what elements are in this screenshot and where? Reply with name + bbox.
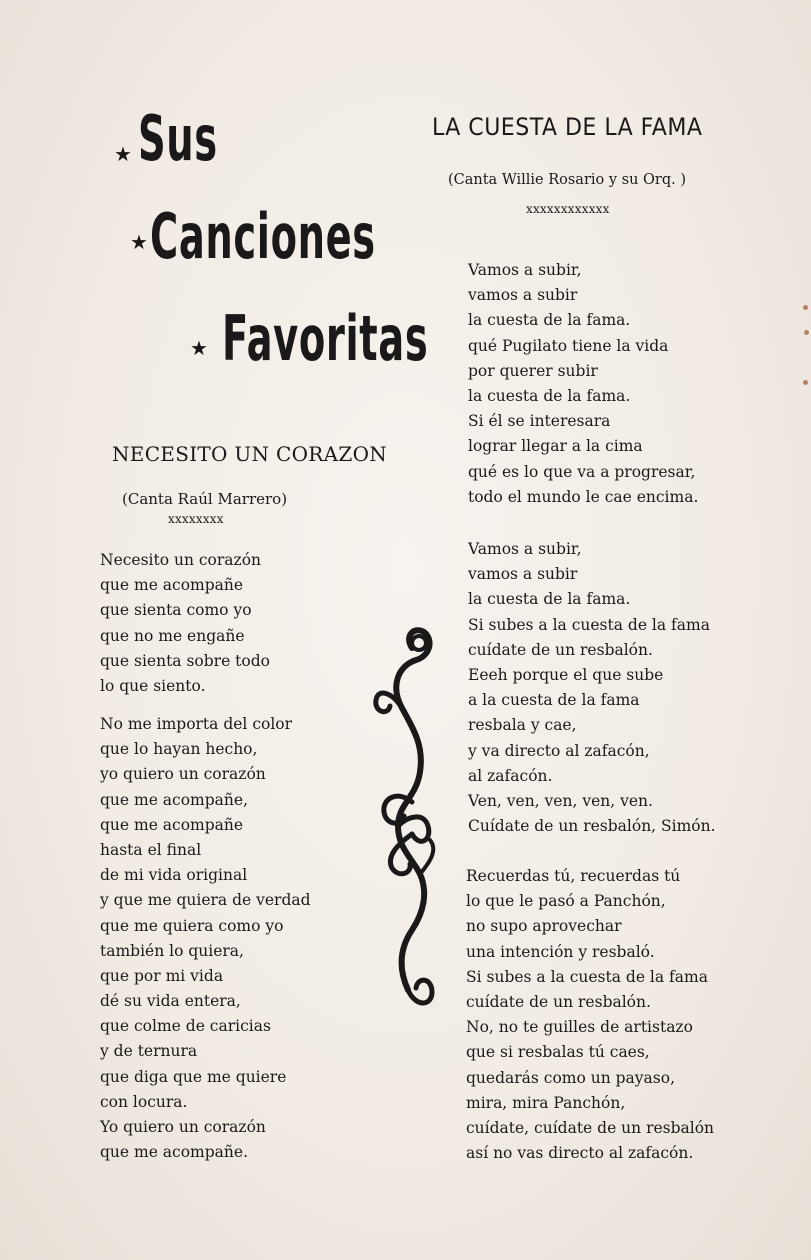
- lyric-line: por querer subir: [468, 361, 598, 380]
- lyric-line: a la cuesta de la fama: [468, 691, 640, 710]
- lyric-line: Yo quiero un corazón: [100, 1118, 266, 1136]
- lyric-line: hasta el final: [100, 840, 202, 859]
- lyric-line: cuídate de un resbalón.: [468, 640, 653, 659]
- stanza-cuesta-1: [468, 258, 698, 510]
- stanza-cuesta-3: [466, 864, 714, 1166]
- lyric-line: que me acompañe.: [100, 1143, 248, 1162]
- lyric-line: con locura.: [100, 1092, 188, 1111]
- lyric-line: quedarás como un payaso,: [466, 1068, 676, 1087]
- lyric-line: Si él se interesara: [468, 412, 611, 431]
- heading-line-canciones: Canciones: [150, 200, 376, 273]
- paper-stain: [804, 330, 809, 335]
- lyric-line: No, no te guilles de artistazo: [466, 1018, 693, 1037]
- lyric-line: que diga que me quiere: [100, 1067, 287, 1086]
- lyric-line: la cuesta de la fama.: [468, 311, 631, 330]
- song-credit-necesito: (Canta Raúl Marrero): [122, 490, 288, 508]
- lyric-line: que sienta como yo: [100, 601, 252, 620]
- lyric-line: vamos a subir: [468, 565, 578, 584]
- lyric-line: mira, mira Panchón,: [466, 1093, 626, 1112]
- lyric-line: Necesito un corazón: [100, 551, 262, 569]
- lyric-line: Ven, ven, ven, ven, ven.: [468, 791, 653, 810]
- lyric-line: qué es lo que va a progresar,: [468, 462, 696, 481]
- lyric-line: lo que le pasó a Panchón,: [466, 892, 666, 911]
- song-divider-cuesta: xxxxxxxxxxxx: [526, 202, 610, 216]
- star-icon: ★: [114, 142, 132, 166]
- scroll-ornament-icon: [368, 612, 448, 1032]
- song-title-cuesta: LA CUESTA DE LA FAMA: [432, 113, 703, 141]
- heading-line-favoritas: Favoritas: [222, 302, 429, 375]
- lyric-line: Vamos a subir,: [468, 261, 582, 279]
- lyric-line: también lo quiera,: [100, 941, 244, 960]
- lyric-line: y de ternura: [100, 1042, 198, 1061]
- lyric-line: Si subes a la cuesta de la fama: [466, 967, 708, 986]
- star-icon: ★: [190, 336, 208, 360]
- lyric-line: que sienta sobre todo: [100, 651, 271, 670]
- lyric-line: la cuesta de la fama.: [468, 590, 631, 609]
- lyric-line: vamos a subir: [468, 286, 578, 305]
- lyric-line: al zafacón.: [468, 766, 553, 785]
- lyric-line: qué Pugilato tiene la vida: [468, 336, 669, 355]
- lyric-line: resbala y cae,: [468, 716, 577, 735]
- lyric-line: que no me engañe: [100, 626, 245, 645]
- lyric-line: que colme de caricias: [100, 1017, 271, 1036]
- lyric-line: Cuídate de un resbalón, Simón.: [468, 817, 716, 836]
- lyric-line: y va directo al zafacón,: [468, 741, 650, 760]
- lyric-line: Si subes a la cuesta de la fama: [468, 615, 710, 634]
- lyric-line: así no vas directo al zafacón.: [466, 1144, 694, 1163]
- lyric-line: que si resbalas tú caes,: [466, 1043, 650, 1062]
- lyric-line: yo quiero un corazón: [100, 765, 266, 784]
- song-divider-necesito: xxxxxxxx: [168, 512, 224, 526]
- song-credit-cuesta: (Canta Willie Rosario y su Orq. ): [448, 172, 687, 188]
- heading-line-sus: Sus: [138, 102, 218, 175]
- lyric-line: que me acompañe: [100, 576, 244, 595]
- lyric-line: y que me quiera de verdad: [100, 891, 311, 910]
- lyric-line: que por mi vida: [100, 966, 224, 985]
- star-icon: ★: [130, 230, 148, 254]
- lyric-line: No me importa del color: [100, 715, 293, 733]
- lyric-line: Eeeh porque el que sube: [468, 665, 664, 684]
- lyric-line: lograr llegar a la cima: [468, 437, 643, 456]
- lyric-line: todo el mundo le cae encima.: [468, 487, 699, 506]
- lyric-line: que me acompañe,: [100, 790, 248, 809]
- lyric-line: no supo aprovechar: [466, 917, 622, 936]
- stanza-cuesta-2: [468, 537, 716, 839]
- lyric-line: que lo hayan hecho,: [100, 740, 258, 759]
- lyric-line: de mi vida original: [100, 866, 248, 885]
- paper-stain: [803, 380, 808, 385]
- paper-stain: [803, 305, 808, 310]
- lyric-line: cuídate de un resbalón.: [466, 992, 651, 1011]
- lyric-line: cuídate, cuídate de un resbalón: [466, 1118, 715, 1137]
- stanza-necesito-1: [100, 548, 270, 699]
- lyric-line: una intención y resbaló.: [466, 942, 655, 961]
- stanza-necesito-2: [100, 712, 311, 1165]
- lyric-line: Recuerdas tú, recuerdas tú: [466, 867, 681, 885]
- lyric-line: que me quiera como yo: [100, 916, 284, 935]
- lyric-line: la cuesta de la fama.: [468, 386, 631, 405]
- song-title-necesito: NECESITO UN CORAZON: [112, 442, 388, 466]
- lyric-line: Vamos a subir,: [468, 540, 582, 558]
- lyric-line: lo que siento.: [100, 676, 206, 695]
- lyric-line: dé su vida entera,: [100, 992, 241, 1011]
- lyric-line: que me acompañe: [100, 815, 244, 834]
